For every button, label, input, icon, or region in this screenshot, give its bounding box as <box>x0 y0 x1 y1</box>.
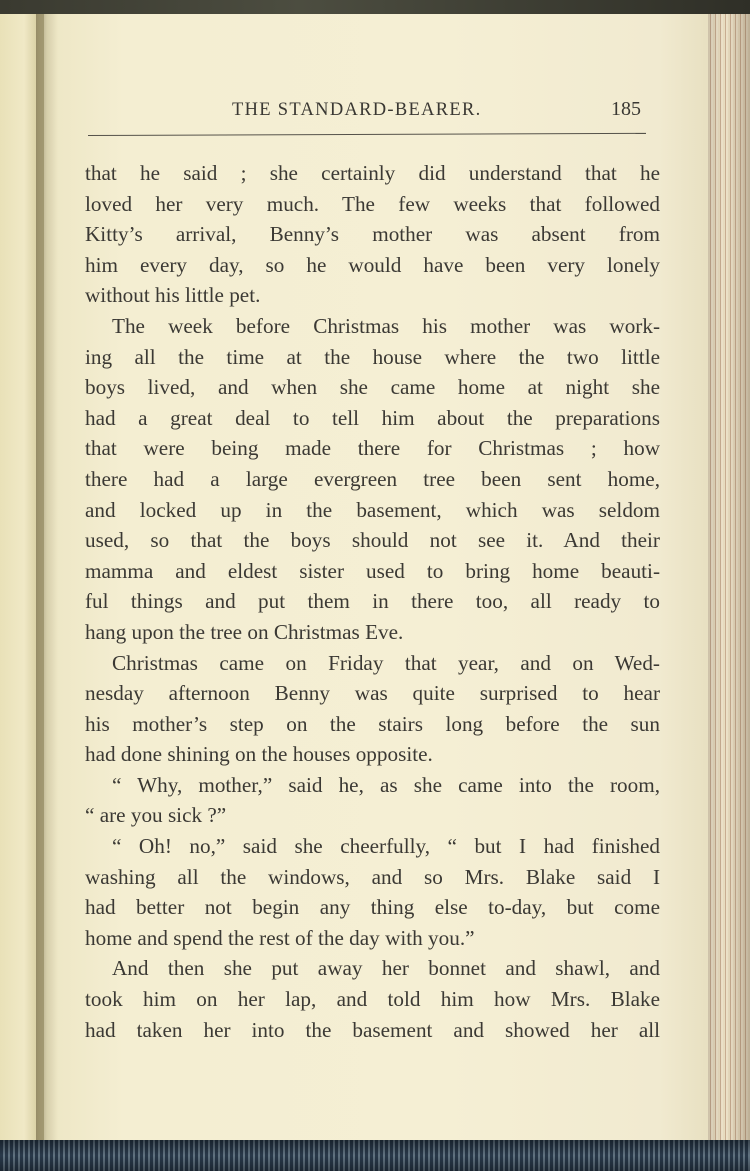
text-line: home and spend the rest of the day with you.” <box>85 925 475 950</box>
text-line: that were being made there for Christmas ; how <box>85 436 660 461</box>
text-line-paragraph-start: The week before Christmas his mother was work- <box>112 313 660 338</box>
running-head: THE STANDARD-BEARER. <box>232 100 482 120</box>
text-line: “ are you sick ?” <box>85 803 227 828</box>
page-number: 185 <box>611 98 641 120</box>
text-line: washing all the windows, and so Mrs. Blake said I <box>85 864 660 889</box>
text-line: loved her very much. The few weeks that followed <box>85 191 660 216</box>
text-line: had better not begin any thing else to-day, but come <box>85 895 660 920</box>
text-line: took him on her lap, and told him how Mrs. Blake <box>85 987 660 1012</box>
text-line: mamma and eldest sister used to bring home beauti- <box>85 558 660 583</box>
text-line: nesday afternoon Benny was quite surprised to hear <box>85 681 660 706</box>
text-line: his mother’s step on the stairs long before the sun <box>85 711 660 736</box>
text-line: ing all the time at the house where the two little <box>85 344 660 369</box>
text-line: had done shining on the houses opposite. <box>85 742 433 767</box>
text-line-paragraph-start: And then she put away her bonnet and shawl, and <box>112 956 660 981</box>
text-line-paragraph-start: “ Oh! no,” said she cheerfully, “ but I had finished <box>112 834 660 859</box>
text-line: Kitty’s arrival, Benny’s mother was absent from <box>85 222 660 247</box>
text-line: without his little pet. <box>85 283 261 308</box>
text-line: had a great deal to tell him about the preparations <box>85 405 660 430</box>
text-line: had taken her into the basement and showed her all <box>85 1017 660 1042</box>
text-line-paragraph-start: Christmas came on Friday that year, and on Wed- <box>112 650 660 675</box>
text-line: that he said ; she certainly did understand that he <box>85 161 660 185</box>
text-line: and locked up in the basement, which was seldom <box>85 497 660 522</box>
book-cover-bottom-shade <box>0 1140 750 1171</box>
text-line: hang upon the tree on Christmas Eve. <box>85 619 404 644</box>
text-line: there had a large evergreen tree been sent home, <box>85 466 660 491</box>
text-line: used, so that the boys should not see it. And their <box>85 528 660 553</box>
body-text <box>85 158 660 1045</box>
page-leaves-shade <box>708 14 750 1142</box>
text-line: boys lived, and when she came home at night she <box>85 375 660 400</box>
text-line: ful things and put them in there too, all ready to <box>85 589 660 614</box>
text-line-paragraph-start: “ Why, mother,” said he, as she came into the room, <box>112 772 660 797</box>
page-gutter-shadow <box>36 14 58 1142</box>
text-line: him every day, so he would have been very lonely <box>85 252 660 277</box>
